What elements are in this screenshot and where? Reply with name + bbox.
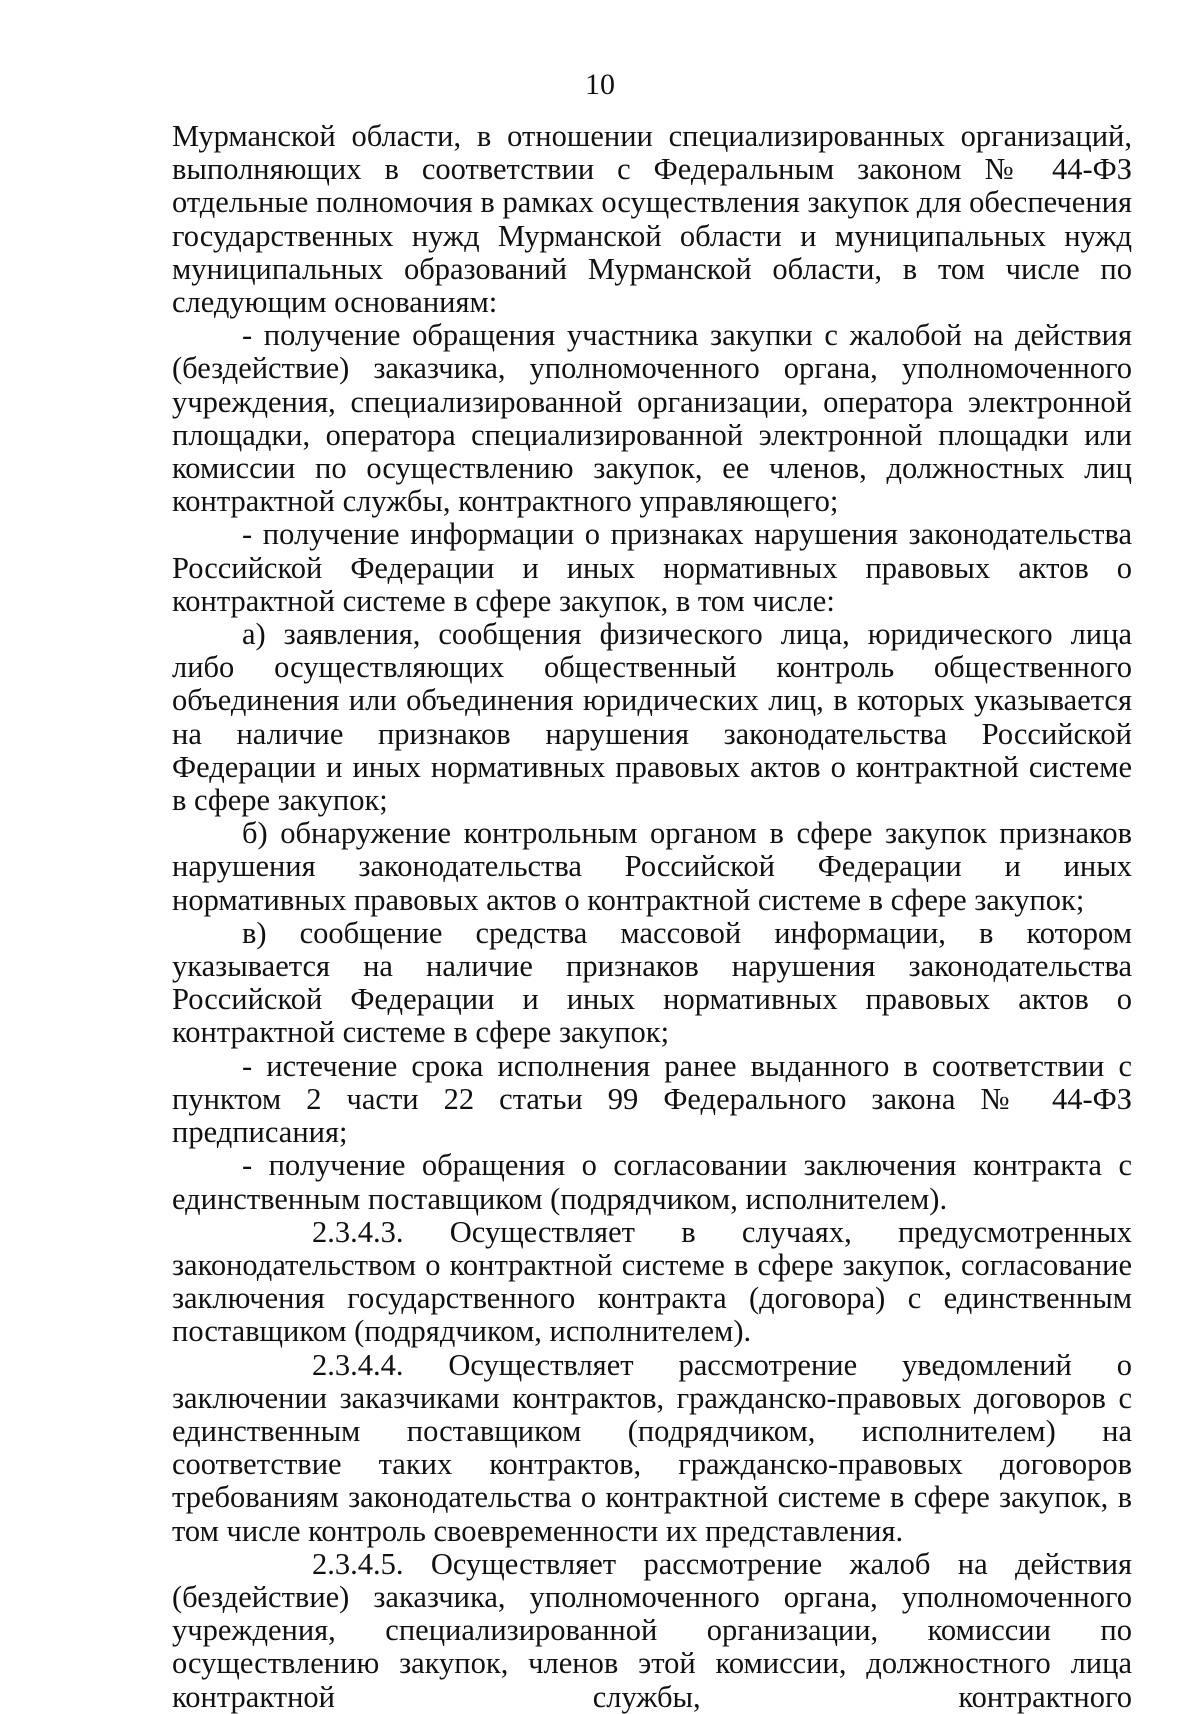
clause-number: 2.3.4.4. — [312, 1347, 404, 1382]
paragraph-item-v: в) сообщение средства массовой информации, в котором указывается на наличие признаков нарушения законодательства Российской Федерации и иных нормативных правовых актов о контрактной системе в сфере закупок; — [172, 915, 1132, 1050]
clause-2-3-4-3 — [172, 1216, 1132, 1349]
page-number: 10 — [585, 68, 615, 101]
paragraph-continuation: Мурманской области, в отношении специализированных организаций, выполняющих в соответствии с Федеральным законом № 44-ФЗ отдельные полномочия в рамках осуществления закупок для обеспечения государственных нужд Мурманской области и муниципальных нужд муниципальных образований Мурманской области, в том числе по следующим основаниям: — [172, 119, 1132, 320]
clause-number: 2.3.4.3. — [312, 1214, 404, 1249]
document-body — [172, 120, 1132, 1714]
clause-text: Осуществляет в случаях, предусмотренных законодательством о контрактной системе в сфере закупок, согласование заключения государственного контракта (договора) с единственным поставщиком (подрядчиком, исполнителем). — [172, 1214, 1133, 1349]
clause-text: Осуществляет рассмотрение жалоб на действия (бездействие) заказчика, уполномоченного органа, уполномоченного учреждения, специализированной организации, комиссии по осуществлению закупок, членов этой комиссии, должностного лица контрактной службы, контрактного — [172, 1546, 1133, 1714]
clause-2-3-4-4 — [172, 1349, 1132, 1548]
paragraph-single-supplier-request: - получение обращения о согласовании заключения контракта с единственным поставщиком (подрядчиком, исполнителем). — [172, 1148, 1132, 1216]
paragraph-item-a: а) заявления, сообщения физического лица, юридического лица либо осуществляющих общественный контроль общественного объединения или объединения юридических лиц, в которых указывается на наличие признаков нарушения законодательства Российской Федерации и иных нормативных правовых актов о контрактной системе в сфере закупок; — [172, 617, 1132, 818]
paragraph-item-b: б) обнаружение контрольным органом в сфере закупок признаков нарушения законодательства Российской Федерации и иных нормативных правовых актов о контрактной системе в сфере закупок; — [172, 816, 1132, 917]
clause-2-3-4-5 — [172, 1548, 1132, 1714]
clause-text: Осуществляет рассмотрение уведомлений о заключении заказчиками контрактов, гражданско-правовых договоров с единственным поставщиком (подрядчиком, исполнителем) на соответствие таких контрактов, гражданско-правовых договоров требованиям законодательства о контрактной системе в сфере закупок, в том числе контроль своевременности их представления. — [172, 1347, 1132, 1548]
paragraph-violation-info: - получение информации о признаках нарушения законодательства Российской Федерации и иных нормативных правовых актов о контрактной системе в сфере закупок, в том числе: — [172, 517, 1132, 618]
paragraph-order-expiry: - истечение срока исполнения ранее выданного в соответствии с пунктом 2 части 22 статьи 99 Федерального закона № 44-ФЗ предписания; — [172, 1048, 1132, 1150]
clause-number: 2.3.4.5. — [312, 1546, 404, 1581]
paragraph-complaint-basis: - получение обращения участника закупки с жалобой на действия (бездействие) заказчика, уполномоченного органа, уполномоченного учреждения, специализированной организации, оператора электронной площадки, оператора специализированной электронной площадки или комиссии по осуществлению закупок, ее членов, должностных лиц контрактной службы, контрактного управляющего; — [172, 318, 1132, 519]
